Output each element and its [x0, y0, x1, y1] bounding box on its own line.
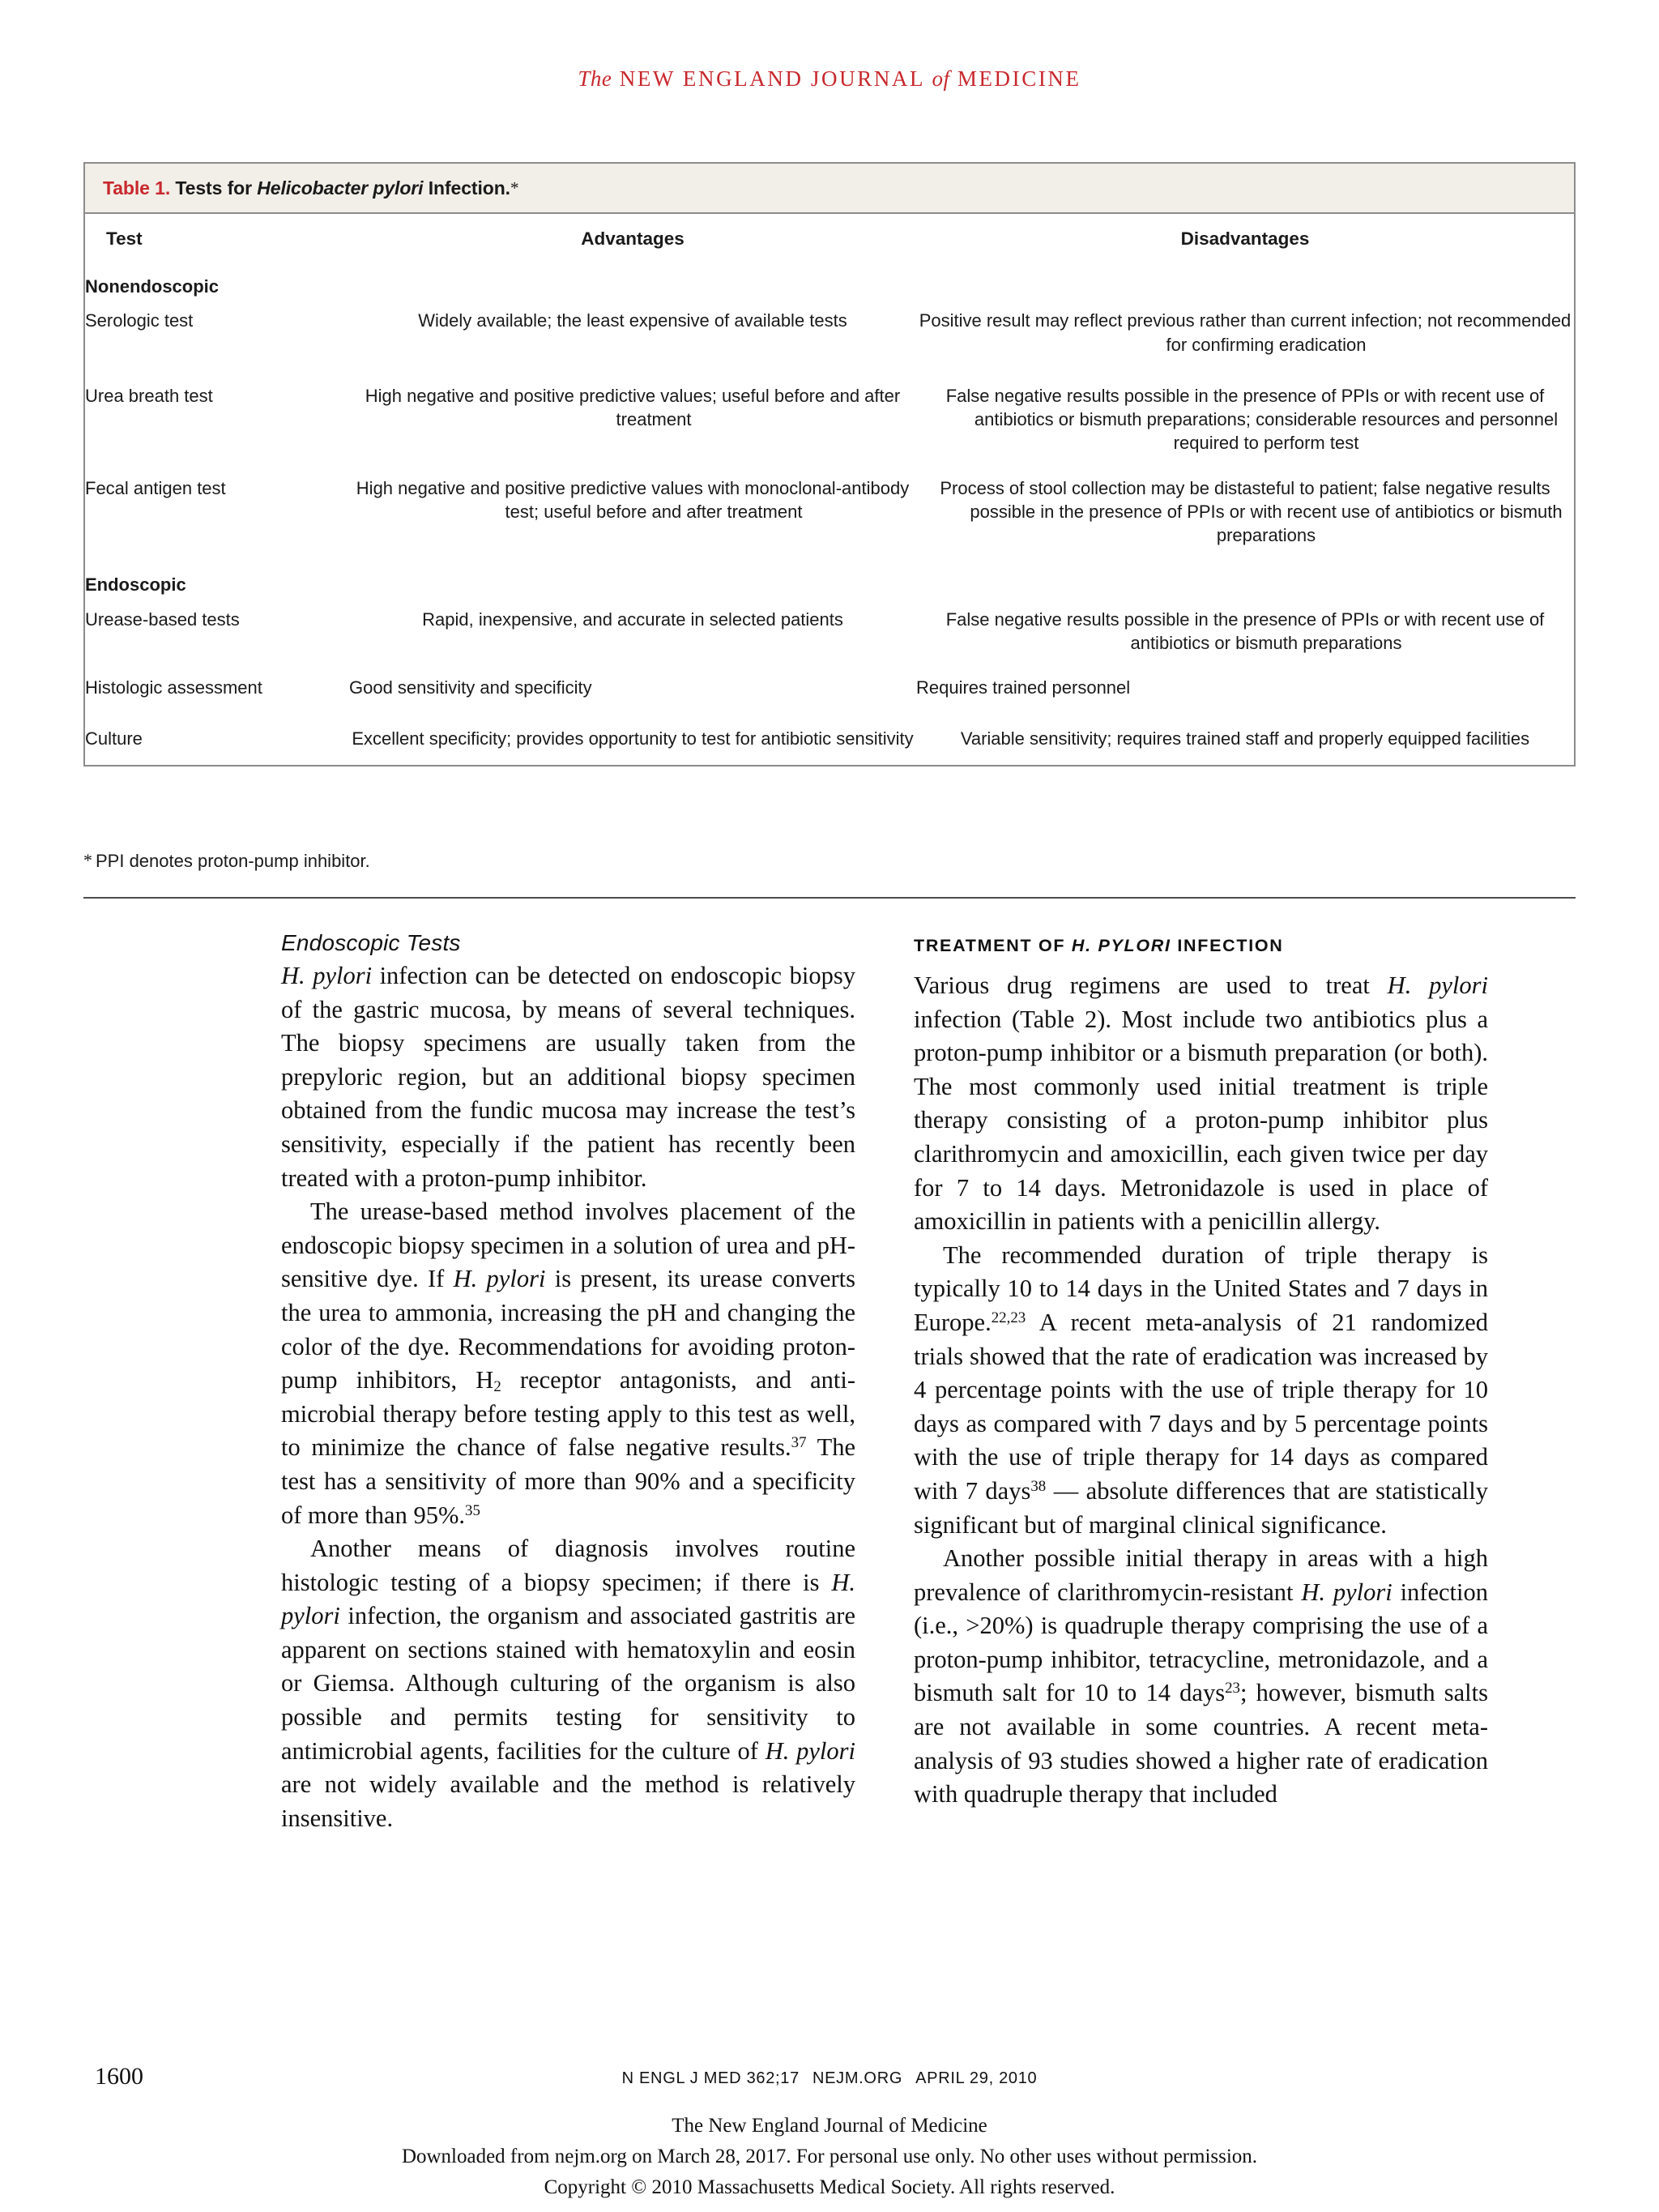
cell-advantages-text: High negative and positive predictive values with monoclonal-antibody test; useful before and after treatment	[356, 477, 910, 522]
cell-advantages-text: Good sensitivity and specificity	[349, 677, 592, 698]
cell-test: Urease-based tests	[85, 609, 240, 630]
cell-disadvantages	[916, 469, 1574, 562]
paragraph	[281, 1195, 855, 1532]
table-header-row	[85, 214, 1574, 263]
legal-block	[0, 2111, 1659, 2203]
table-title-post: Infection.	[423, 177, 510, 199]
reference-marker: 23	[1225, 1680, 1240, 1697]
reference-marker: 37	[791, 1434, 807, 1452]
left-column	[281, 930, 855, 1835]
paragraph	[914, 969, 1488, 1239]
table-footnote	[83, 850, 1576, 872]
paragraph	[281, 1532, 855, 1835]
table-group-header	[85, 263, 1574, 301]
paragraph-text: infection (i.e., >20%) is quadruple therapy comprising the use of a proton-pump inhibitor, tetracycline, metronidazole, and a bismuth salt for 10 to 14 days	[914, 1578, 1488, 1707]
cell-test: Culture	[85, 728, 143, 749]
paragraph-text: The recommended duration of triple therapy is typically 10 to 14 days in the United States and 7 days in Europe.	[914, 1241, 1488, 1336]
paragraph-text: receptor antagonists, and antimicrobial therapy before testing apply to this test as well, to minimize the chance of false negative results.	[281, 1366, 855, 1462]
cell-advantages-text: Excellent specificity; provides opportunity to test for antibiotic sensitivity	[352, 728, 914, 749]
footnote-text: PPI denotes proton-pump inhibitor.	[96, 851, 370, 871]
right-column	[914, 930, 1488, 1835]
paragraph	[281, 959, 855, 1195]
table-group-header	[85, 561, 1574, 600]
table-1	[83, 162, 1576, 767]
masthead-the: The	[578, 66, 612, 91]
cell-disadvantages	[916, 713, 1574, 764]
cell-advantages-text: Rapid, inexpensive, and accurate in selected patients	[422, 609, 843, 630]
paragraph-text: Various drug regimens are used to treat	[914, 971, 1388, 999]
legal-copyright-line: Copyright © 2010 Massachusetts Medical Society. All rights reserved.	[544, 2176, 1115, 2198]
table-title-species: Helicobacter pylori	[257, 177, 424, 199]
reference-marker: 38	[1030, 1478, 1047, 1496]
cell-disadvantages-text: Positive result may reflect previous rather than current infection; not recommended for confirming eradication	[919, 310, 1572, 355]
column-header-test: Test	[106, 228, 143, 249]
footer-volume: 362;17	[746, 2069, 800, 2087]
paragraph-text: The test has a sensitivity of more than 90% and a specificity of more than 95%.	[281, 1433, 855, 1529]
cell-advantages-text: High negative and positive predictive values; useful before and after treatment	[365, 385, 901, 429]
section-heading-post: INFECTION	[1171, 936, 1284, 955]
section-heading-pre: TREATMENT OF	[914, 936, 1072, 955]
species-name: H. pylori	[453, 1265, 546, 1293]
paragraph-text: infection can be detected on endoscopic biopsy of the gastric mucosa, by means of several techniques. The biopsy specimens are usually taken from the prepyloric region, but an additional biopsy specimen obtained from the fundic mucosa may increase the test’s sensitivity, especially if the patient has recently been treated with a proton-pump inhibitor.	[281, 962, 855, 1192]
species-name: H. pylori	[281, 1568, 855, 1630]
paragraph-text: — absolute differences that are statistically significant but of marginal clinical significance.	[914, 1476, 1488, 1539]
cell-disadvantages-text: Variable sensitivity; requires trained staff and properly equipped facilities	[960, 728, 1530, 749]
species-name: H. pylori	[1301, 1578, 1392, 1606]
cell-advantages-text: Widely available; the least expensive of available tests	[418, 310, 847, 331]
legal-download-line: Downloaded from nejm.org on March 28, 2017. For personal use only. No other uses without permission.	[401, 2146, 1258, 2167]
cell-test: Fecal antigen test	[85, 477, 226, 498]
footer-date: APRIL 29, 2010	[915, 2069, 1038, 2087]
reference-marker: 35	[465, 1501, 480, 1519]
paragraph	[914, 1239, 1488, 1542]
table-row	[85, 600, 1574, 669]
cell-test: Serologic test	[85, 310, 194, 331]
reference-marker: 22,23	[991, 1309, 1026, 1327]
cell-advantages	[349, 600, 916, 669]
cell-disadvantages	[916, 668, 1574, 713]
column-header-disadvantages: Disadvantages	[1180, 228, 1310, 249]
group-label-nonendoscopic: Nonendoscopic	[85, 276, 220, 297]
cell-disadvantages-text: Requires trained personnel	[916, 677, 1131, 698]
species-name: H. pylori	[281, 962, 373, 989]
subscript: 2	[493, 1378, 501, 1396]
masthead-main: NEW ENGLAND JOURNAL	[619, 66, 925, 91]
cell-test: Urea breath test	[85, 385, 213, 406]
cell-test: Histologic assessment	[85, 677, 262, 698]
table-label: Table 1.	[103, 177, 171, 199]
table-row	[85, 713, 1574, 764]
page-number: 1600	[95, 2063, 143, 2090]
footer-site: NEJM.ORG	[812, 2069, 903, 2087]
group-label-endoscopic: Endoscopic	[85, 574, 186, 596]
paragraph-text: is present, its urease converts the urea to ammonia, increasing the pH and changing the color of the dye. Recommendations for avoiding proton-pump inhibitors, H	[281, 1265, 855, 1394]
paragraph-text: Another possible initial therapy in areas with a high prevalence of clarithromycin-resistant	[914, 1544, 1488, 1606]
masthead-of: of	[932, 66, 950, 91]
paragraph-text: Another means of diagnosis involves routine histologic testing of a biopsy specimen; if there is	[281, 1535, 855, 1596]
table-caption	[85, 164, 1574, 214]
paragraph-text: ; however, bismuth salts are not available in some countries. A recent meta-analysis of 93 studies showed a higher rate of eradication with quadruple therapy that included	[914, 1679, 1488, 1808]
cell-advantages	[349, 469, 916, 562]
paragraph-text: infection (Table 2). Most include two antibiotics plus a proton-pump inhibitor or a bismuth preparation (or both). The most commonly used initial treatment is triple therapy consisting of a proton-pump inhibitor plus clarithromycin and amoxicillin, each given twice per day for 7 to 14 days. Metronidazole is used in place of amoxicillin in patients with a penicillin allergy.	[914, 1005, 1488, 1236]
cell-disadvantages	[916, 600, 1574, 669]
subsection-heading: Endoscopic Tests	[281, 930, 461, 955]
footnote-marker: *	[83, 850, 92, 870]
table-caption-asterisk: *	[510, 178, 519, 198]
paragraph	[914, 1542, 1488, 1812]
cell-disadvantages	[916, 301, 1574, 370]
species-name: H. pylori	[765, 1736, 855, 1765]
table-row	[85, 668, 1574, 713]
cell-advantages	[349, 713, 916, 764]
table-title-pre: Tests for	[170, 177, 258, 199]
column-header-advantages: Advantages	[581, 228, 684, 249]
horizontal-rule	[83, 897, 1576, 899]
article-body	[281, 930, 1488, 1835]
footer-journal: N ENGL J MED	[621, 2069, 742, 2087]
journal-masthead	[0, 66, 1659, 92]
table-row	[85, 370, 1574, 469]
paragraph-text: are not widely available and the method is relatively insensitive.	[281, 1770, 855, 1832]
species-name: H. pylori	[1387, 971, 1488, 999]
cell-disadvantages-text: False negative results possible in the presence of PPIs or with recent use of antibiotics or bismuth preparations	[945, 609, 1545, 653]
cell-advantages	[349, 370, 916, 469]
masthead-tail: MEDICINE	[957, 66, 1081, 91]
table-row	[85, 469, 1574, 562]
running-footer	[0, 2069, 1659, 2088]
cell-disadvantages	[916, 370, 1574, 469]
cell-disadvantages-text: False negative results possible in the presence of PPIs or with recent use of antibiotics or bismuth preparations; considerable resources and personnel required to perform test	[945, 385, 1559, 454]
tests-table	[85, 214, 1574, 765]
cell-advantages	[349, 301, 916, 370]
paragraph-text: infection, the organism and associated gastritis are apparent on sections stained with hematoxylin and eosin or Giemsa. Although culturing of the organism is also possible and permits testing for sensitivity to antimicrobial agents, facilities for the culture of	[281, 1602, 855, 1765]
section-heading-species: H. PYLORI	[1071, 936, 1171, 955]
paragraph-text: The urease-based method involves placement of the endoscopic biopsy specimen in a solution of urea and pH-sensitive dye. If	[281, 1198, 855, 1293]
cell-disadvantages-text: Process of stool collection may be distasteful to patient; false negative results possible in the presence of PPIs or with recent use of antibiotics or bismuth preparations	[940, 477, 1563, 545]
legal-journal-line: The New England Journal of Medicine	[672, 2115, 987, 2137]
cell-advantages	[349, 668, 916, 713]
section-heading	[914, 936, 1488, 956]
paragraph-text: A recent meta-analysis of 21 randomized trials showed that the rate of eradication was increased by 4 percentage points with the use of triple therapy for 10 days as compared with 7 days and by 5 percentage points with the use of triple therapy for 14 days as compared with 7 days	[914, 1308, 1488, 1505]
table-row	[85, 301, 1574, 370]
